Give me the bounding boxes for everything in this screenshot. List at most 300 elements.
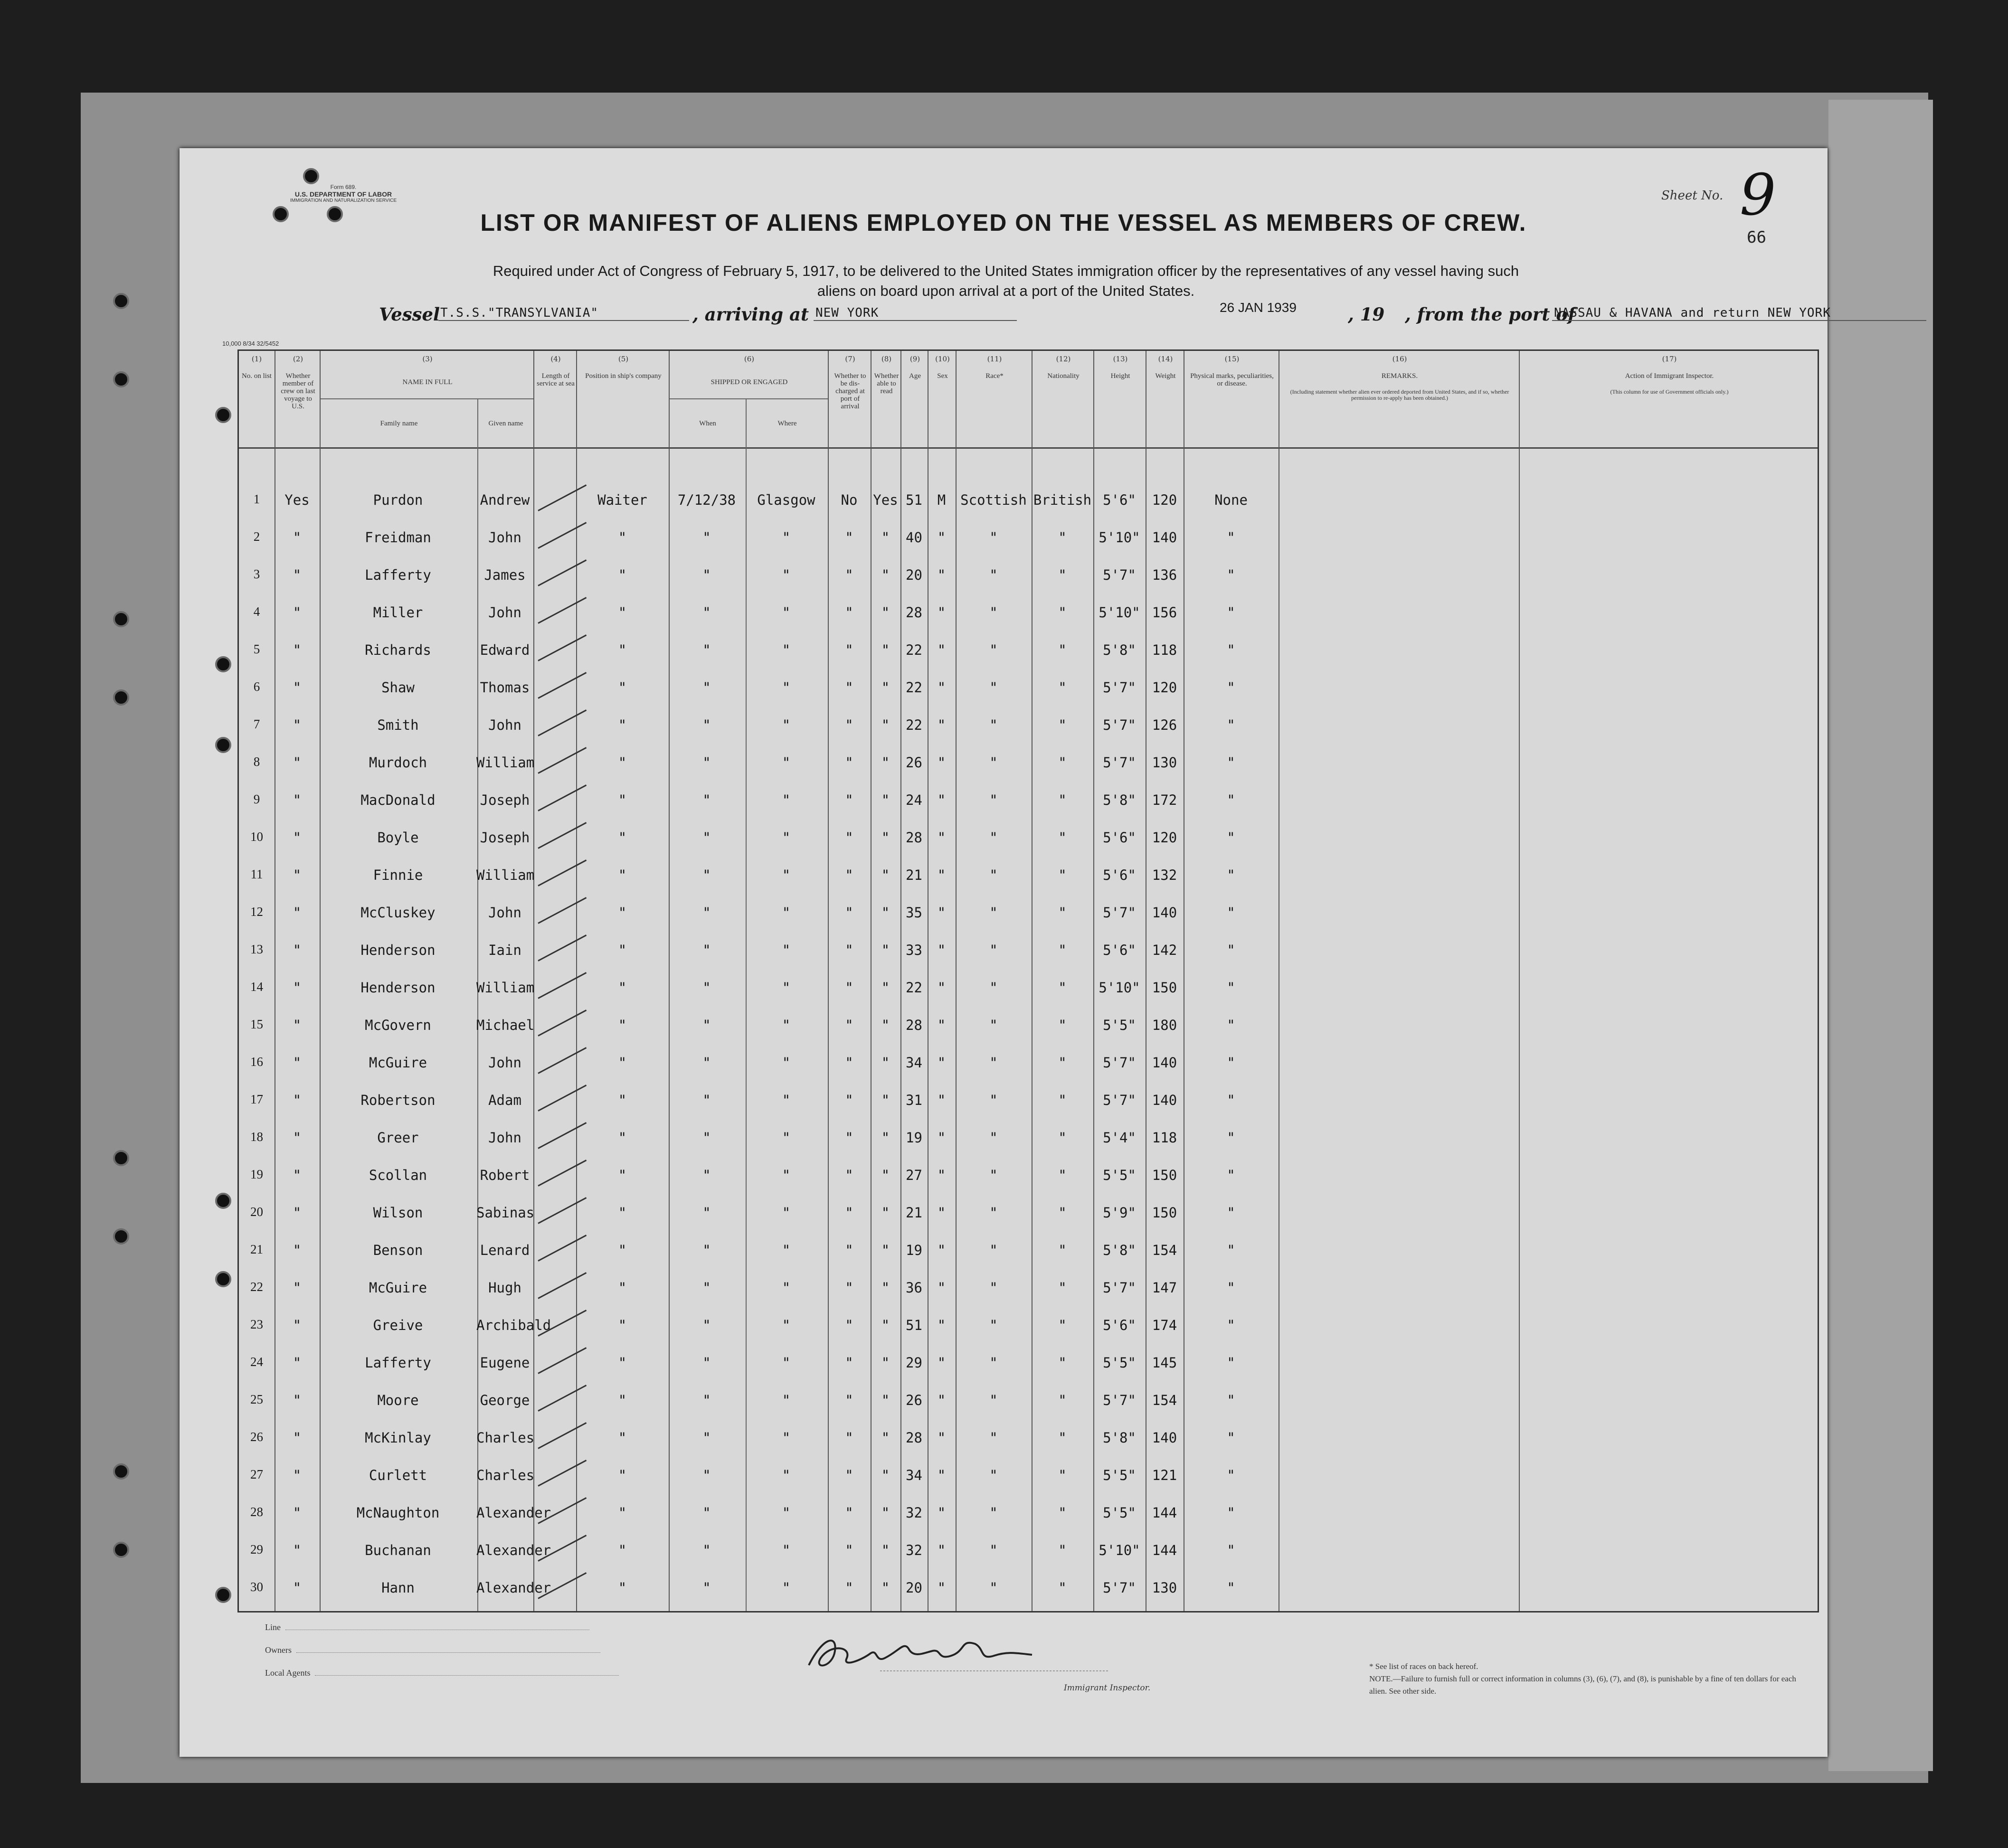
cell-marks: " bbox=[1227, 1430, 1235, 1446]
cell-given: Thomas bbox=[480, 679, 530, 696]
cell-no: 26 bbox=[250, 1430, 263, 1444]
cell-position: " bbox=[618, 980, 627, 996]
cell-no: 6 bbox=[253, 679, 260, 694]
cell-given: John bbox=[488, 1055, 521, 1071]
cell-read: " bbox=[881, 1355, 890, 1371]
column-header: Weight bbox=[1155, 372, 1176, 380]
cell-where: " bbox=[782, 1092, 791, 1108]
cell-nationality: " bbox=[1058, 754, 1067, 771]
cell-member: " bbox=[293, 1205, 302, 1221]
cell-no: 24 bbox=[250, 1355, 263, 1369]
line-field bbox=[265, 1622, 619, 1645]
cell-member: " bbox=[293, 830, 302, 846]
table-row bbox=[239, 604, 1818, 642]
cell-sex: " bbox=[937, 1580, 946, 1596]
cell-nationality: " bbox=[1058, 1130, 1067, 1146]
cell-when: " bbox=[702, 1542, 711, 1558]
column-number: (7) bbox=[845, 355, 855, 363]
cell-age: 33 bbox=[906, 942, 922, 958]
year-label: , 19 bbox=[1348, 304, 1385, 325]
column-header: Physical marks, peculiarities, or disease. bbox=[1190, 372, 1274, 387]
table-row bbox=[239, 642, 1818, 679]
cell-nationality: " bbox=[1058, 1580, 1067, 1596]
cell-sex: " bbox=[937, 1392, 946, 1408]
cell-given: Eugene bbox=[480, 1355, 530, 1371]
cell-where: " bbox=[782, 942, 791, 958]
manifest-title: LIST OR MANIFEST OF ALIENS EMPLOYED ON THE VESSEL AS MEMBERS OF CREW. bbox=[480, 209, 1527, 236]
department-name: U.S. DEPARTMENT OF LABOR bbox=[294, 190, 392, 198]
cell-age: 22 bbox=[906, 642, 922, 658]
cell-when: " bbox=[702, 1092, 711, 1108]
cell-age: 51 bbox=[906, 1317, 922, 1333]
cell-marks: None bbox=[1214, 492, 1248, 508]
cell-read: " bbox=[881, 867, 890, 883]
cell-read: " bbox=[881, 1505, 890, 1521]
cell-when: " bbox=[702, 1130, 711, 1146]
cell-age: 31 bbox=[906, 1092, 922, 1108]
cell-height: 5'5" bbox=[1103, 1355, 1136, 1371]
cell-height: 5'5" bbox=[1103, 1167, 1136, 1183]
cell-member: " bbox=[293, 867, 302, 883]
cell-family: Smith bbox=[377, 717, 419, 733]
subcolumn-header: Given name bbox=[488, 420, 523, 427]
cell-read: " bbox=[881, 604, 890, 621]
cell-family: Robertson bbox=[360, 1092, 436, 1108]
from-port: NASSAU & HAVANA and return NEW YORK bbox=[1552, 306, 1926, 321]
sheet-number-label: Sheet No. bbox=[1661, 189, 1724, 203]
cell-position: " bbox=[618, 792, 627, 808]
cell-when: " bbox=[702, 1280, 711, 1296]
cell-position: " bbox=[618, 1505, 627, 1521]
cell-marks: " bbox=[1227, 529, 1235, 546]
cell-family: McGuire bbox=[369, 1055, 427, 1071]
vessel-label: Vessel bbox=[379, 304, 440, 325]
cell-discharged: " bbox=[845, 1392, 853, 1408]
cell-member: " bbox=[293, 905, 302, 921]
cell-marks: " bbox=[1227, 1017, 1235, 1033]
cell-race: " bbox=[989, 567, 998, 583]
cell-no: 29 bbox=[250, 1542, 263, 1556]
cell-no: 7 bbox=[253, 717, 260, 731]
cell-given: Iain bbox=[488, 942, 521, 958]
cell-discharged: " bbox=[845, 754, 853, 771]
cell-position: " bbox=[618, 1392, 627, 1408]
cell-race: " bbox=[989, 792, 998, 808]
vessel-line bbox=[379, 300, 1831, 328]
table-row bbox=[239, 679, 1818, 717]
cell-read: " bbox=[881, 1092, 890, 1108]
cell-sex: " bbox=[937, 1467, 946, 1483]
manifest-sheet bbox=[180, 148, 1831, 1757]
column-header: Nationality bbox=[1047, 372, 1080, 380]
cell-weight: 140 bbox=[1152, 1055, 1177, 1071]
cell-weight: 156 bbox=[1152, 604, 1177, 621]
cell-discharged: " bbox=[845, 1242, 853, 1258]
cell-age: 34 bbox=[906, 1055, 922, 1071]
cell-marks: " bbox=[1227, 642, 1235, 658]
service-name: IMMIGRATION AND NATURALIZATION SERVICE bbox=[290, 198, 397, 203]
cell-nationality: " bbox=[1058, 905, 1067, 921]
print-code: 10,000 8/34 32/5452 bbox=[222, 340, 279, 347]
cell-weight: 118 bbox=[1152, 642, 1177, 658]
column-number: (14) bbox=[1158, 355, 1173, 363]
cell-weight: 142 bbox=[1152, 942, 1177, 958]
cell-marks: " bbox=[1227, 1242, 1235, 1258]
column-header: Age bbox=[909, 372, 921, 380]
cell-where: " bbox=[782, 604, 791, 621]
from-port-label: , from the port of bbox=[1405, 304, 1575, 325]
cell-nationality: " bbox=[1058, 1355, 1067, 1371]
cell-position: " bbox=[618, 1092, 627, 1108]
table-row bbox=[239, 1092, 1818, 1130]
cell-race: " bbox=[989, 1505, 998, 1521]
cell-member: " bbox=[293, 1017, 302, 1033]
cell-family: Wilson bbox=[373, 1205, 423, 1221]
cell-age: 24 bbox=[906, 792, 922, 808]
cell-discharged: " bbox=[845, 1280, 853, 1296]
cell-given: Sabinas bbox=[476, 1205, 535, 1221]
cell-family: McGuire bbox=[369, 1280, 427, 1296]
cell-member: " bbox=[293, 1430, 302, 1446]
cell-age: 21 bbox=[906, 1205, 922, 1221]
cell-given: Edward bbox=[480, 642, 530, 658]
cell-weight: 136 bbox=[1152, 567, 1177, 583]
cell-nationality: " bbox=[1058, 1317, 1067, 1333]
cell-where: " bbox=[782, 754, 791, 771]
cell-family: Purdon bbox=[373, 492, 423, 508]
cell-read: " bbox=[881, 942, 890, 958]
sheet-subnumber: 66 bbox=[1747, 228, 1766, 247]
date-stamp: 26 JAN 1939 bbox=[1220, 300, 1297, 315]
cell-position: " bbox=[618, 1205, 627, 1221]
table-row bbox=[239, 1167, 1818, 1205]
cell-nationality: " bbox=[1058, 679, 1067, 696]
cell-family: Murdoch bbox=[369, 754, 427, 771]
cell-position: " bbox=[618, 830, 627, 846]
cell-marks: " bbox=[1227, 1467, 1235, 1483]
cell-given: Alexander bbox=[476, 1580, 551, 1596]
cell-when: " bbox=[702, 1317, 711, 1333]
cell-nationality: " bbox=[1058, 942, 1067, 958]
cell-nationality: " bbox=[1058, 1542, 1067, 1558]
table-row bbox=[239, 754, 1818, 792]
cell-nationality: " bbox=[1058, 1205, 1067, 1221]
cell-family: Moore bbox=[377, 1392, 419, 1408]
cell-read: " bbox=[881, 1055, 890, 1071]
cell-sex: " bbox=[937, 1317, 946, 1333]
cell-nationality: " bbox=[1058, 717, 1067, 733]
cell-nationality: " bbox=[1058, 604, 1067, 621]
cell-where: " bbox=[782, 1355, 791, 1371]
cell-weight: 154 bbox=[1152, 1392, 1177, 1408]
cell-member: " bbox=[293, 1542, 302, 1558]
cell-marks: " bbox=[1227, 1092, 1235, 1108]
table-row bbox=[239, 905, 1818, 942]
cell-where: " bbox=[782, 1242, 791, 1258]
cell-marks: " bbox=[1227, 867, 1235, 883]
cell-when: " bbox=[702, 1167, 711, 1183]
cell-age: 36 bbox=[906, 1280, 922, 1296]
cell-no: 28 bbox=[250, 1505, 263, 1519]
column-number: (15) bbox=[1224, 355, 1240, 363]
backing-board-edge bbox=[1828, 100, 1933, 1771]
sheet-number: 9 bbox=[1740, 162, 1776, 228]
cell-discharged: " bbox=[845, 1130, 853, 1146]
cell-discharged: " bbox=[845, 529, 853, 546]
cell-race: " bbox=[989, 1280, 998, 1296]
cell-discharged: " bbox=[845, 567, 853, 583]
cell-where: " bbox=[782, 1580, 791, 1596]
column-header: Sex bbox=[937, 372, 948, 380]
cell-when: " bbox=[702, 717, 711, 733]
cell-race: " bbox=[989, 1092, 998, 1108]
cell-nationality: " bbox=[1058, 1505, 1067, 1521]
cell-given: John bbox=[488, 905, 521, 921]
cell-read: " bbox=[881, 792, 890, 808]
cell-no: 25 bbox=[250, 1392, 263, 1406]
cell-nationality: " bbox=[1058, 567, 1067, 583]
cell-given: Michael bbox=[476, 1017, 535, 1033]
binder-hole bbox=[215, 737, 231, 753]
cell-read: " bbox=[881, 642, 890, 658]
cell-age: 26 bbox=[906, 754, 922, 771]
cell-sex: " bbox=[937, 1280, 946, 1296]
column-number: (16) bbox=[1392, 355, 1407, 363]
column-number: (3) bbox=[422, 355, 433, 363]
cell-marks: " bbox=[1227, 717, 1235, 733]
cell-when: 7/12/38 bbox=[677, 492, 736, 508]
cell-where: " bbox=[782, 679, 791, 696]
cell-weight: 140 bbox=[1152, 905, 1177, 921]
cell-read: " bbox=[881, 1280, 890, 1296]
cell-weight: 180 bbox=[1152, 1017, 1177, 1033]
cell-where: " bbox=[782, 1392, 791, 1408]
cell-discharged: " bbox=[845, 1017, 853, 1033]
cell-when: " bbox=[702, 1355, 711, 1371]
cell-marks: " bbox=[1227, 1130, 1235, 1146]
table-row bbox=[239, 942, 1818, 980]
cell-where: " bbox=[782, 1467, 791, 1483]
cell-where: " bbox=[782, 1167, 791, 1183]
cell-read: " bbox=[881, 980, 890, 996]
cell-family: McCluskey bbox=[360, 905, 436, 921]
subheader-rule bbox=[321, 398, 534, 399]
cell-read: " bbox=[881, 1317, 890, 1333]
cell-when: " bbox=[702, 942, 711, 958]
cell-when: " bbox=[702, 604, 711, 621]
column-number: (1) bbox=[251, 355, 262, 363]
cell-member: " bbox=[293, 1505, 302, 1521]
cell-given: Alexander bbox=[476, 1505, 551, 1521]
cell-age: 26 bbox=[906, 1392, 922, 1408]
column-header: Action of Immigrant Inspector. bbox=[1625, 372, 1714, 380]
cell-when: " bbox=[702, 1580, 711, 1596]
binder-hole bbox=[215, 1587, 231, 1603]
cell-position: Waiter bbox=[597, 492, 647, 508]
cell-read: " bbox=[881, 1430, 890, 1446]
cell-discharged: " bbox=[845, 1580, 853, 1596]
cell-no: 27 bbox=[250, 1467, 263, 1481]
table-row bbox=[239, 1205, 1818, 1242]
column-header: REMARKS. bbox=[1381, 372, 1418, 380]
cell-member: " bbox=[293, 1055, 302, 1071]
cell-position: " bbox=[618, 529, 627, 546]
cell-discharged: " bbox=[845, 1505, 853, 1521]
cell-no: 3 bbox=[253, 567, 260, 581]
cell-position: " bbox=[618, 717, 627, 733]
cell-age: 51 bbox=[906, 492, 922, 508]
cell-nationality: " bbox=[1058, 642, 1067, 658]
cell-height: 5'7" bbox=[1103, 679, 1136, 696]
subcolumn-header: Where bbox=[777, 420, 797, 427]
cell-height: 5'7" bbox=[1103, 567, 1136, 583]
cell-given: Joseph bbox=[480, 830, 530, 846]
cell-race: " bbox=[989, 642, 998, 658]
cell-height: 5'10" bbox=[1099, 1542, 1140, 1558]
cell-height: 5'5" bbox=[1103, 1017, 1136, 1033]
cell-marks: " bbox=[1227, 1580, 1235, 1596]
cell-where: " bbox=[782, 830, 791, 846]
cell-position: " bbox=[618, 679, 627, 696]
cell-sex: " bbox=[937, 1017, 946, 1033]
cell-no: 8 bbox=[253, 754, 260, 769]
cell-where: " bbox=[782, 717, 791, 733]
cell-no: 5 bbox=[253, 642, 260, 656]
cell-sex: " bbox=[937, 830, 946, 846]
table-row bbox=[239, 1542, 1818, 1580]
table-row bbox=[239, 1130, 1818, 1167]
cell-height: 5'8" bbox=[1103, 792, 1136, 808]
cell-weight: 121 bbox=[1152, 1467, 1177, 1483]
cell-position: " bbox=[618, 1355, 627, 1371]
cell-marks: " bbox=[1227, 980, 1235, 996]
cell-member: " bbox=[293, 1580, 302, 1596]
cell-family: McNaughton bbox=[356, 1505, 440, 1521]
cell-read: " bbox=[881, 1130, 890, 1146]
cell-sex: " bbox=[937, 905, 946, 921]
column-number: (2) bbox=[293, 355, 303, 363]
cell-position: " bbox=[618, 754, 627, 771]
cell-no: 13 bbox=[250, 942, 263, 956]
cell-height: 5'7" bbox=[1103, 1092, 1136, 1108]
cell-read: " bbox=[881, 1167, 890, 1183]
table-row bbox=[239, 1580, 1818, 1617]
owners-label: Owners bbox=[265, 1645, 292, 1655]
cell-position: " bbox=[618, 1467, 627, 1483]
cell-when: " bbox=[702, 642, 711, 658]
cell-height: 5'7" bbox=[1103, 1580, 1136, 1596]
cell-marks: " bbox=[1227, 1280, 1235, 1296]
table-row bbox=[239, 1017, 1818, 1055]
binder-hole bbox=[215, 656, 231, 672]
cell-race: " bbox=[989, 1317, 998, 1333]
cell-height: 5'7" bbox=[1103, 754, 1136, 771]
subtitle-line-1: Required under Act of Congress of February 5, 1917, to be delivered to the United States immigration officer by the representatives of any vessel having such bbox=[493, 263, 1519, 279]
cell-when: " bbox=[702, 1205, 711, 1221]
cell-discharged: " bbox=[845, 1167, 853, 1183]
cell-sex: " bbox=[937, 1130, 946, 1146]
cell-marks: " bbox=[1227, 679, 1235, 696]
column-note: (Including statement whether alien ever ordered deported from United States, and if so, whether permission to re-apply has been obtained.) bbox=[1290, 388, 1509, 401]
cell-nationality: British bbox=[1033, 492, 1092, 508]
manifest-subtitle bbox=[360, 261, 1652, 301]
binder-hole bbox=[113, 1228, 129, 1245]
column-number: (6) bbox=[744, 355, 755, 363]
cell-race: " bbox=[989, 830, 998, 846]
cell-race: " bbox=[989, 867, 998, 883]
cell-family: Lafferty bbox=[365, 567, 431, 583]
cell-discharged: " bbox=[845, 1205, 853, 1221]
cell-weight: 120 bbox=[1152, 830, 1177, 846]
cell-discharged: " bbox=[845, 679, 853, 696]
cell-no: 4 bbox=[253, 604, 260, 619]
cell-race: " bbox=[989, 754, 998, 771]
cell-nationality: " bbox=[1058, 980, 1067, 996]
cell-when: " bbox=[702, 1017, 711, 1033]
cell-family: Hann bbox=[381, 1580, 415, 1596]
cell-age: 19 bbox=[906, 1130, 922, 1146]
table-row bbox=[239, 1505, 1818, 1542]
binder-hole bbox=[113, 293, 129, 309]
cell-member: " bbox=[293, 792, 302, 808]
cell-given: Charles bbox=[476, 1430, 535, 1446]
cell-weight: 150 bbox=[1152, 1167, 1177, 1183]
cell-given: James bbox=[484, 567, 526, 583]
cell-member: " bbox=[293, 567, 302, 583]
cell-member: " bbox=[293, 1355, 302, 1371]
cell-sex: " bbox=[937, 717, 946, 733]
cell-position: " bbox=[618, 567, 627, 583]
table-row bbox=[239, 567, 1818, 604]
cell-race: " bbox=[989, 1242, 998, 1258]
cell-sex: " bbox=[937, 867, 946, 883]
cell-age: 28 bbox=[906, 830, 922, 846]
cell-no: 30 bbox=[250, 1580, 263, 1594]
cell-race: " bbox=[989, 604, 998, 621]
cell-where: " bbox=[782, 642, 791, 658]
cell-read: " bbox=[881, 830, 890, 846]
form-number: Form 689. bbox=[330, 184, 357, 190]
cell-height: 5'8" bbox=[1103, 1242, 1136, 1258]
cell-read: " bbox=[881, 1205, 890, 1221]
cell-nationality: " bbox=[1058, 830, 1067, 846]
table-row bbox=[239, 492, 1818, 529]
cell-age: 40 bbox=[906, 529, 922, 546]
cell-age: 32 bbox=[906, 1505, 922, 1521]
cell-position: " bbox=[618, 905, 627, 921]
cell-given: John bbox=[488, 717, 521, 733]
cell-sex: " bbox=[937, 1505, 946, 1521]
cell-age: 34 bbox=[906, 1467, 922, 1483]
cell-position: " bbox=[618, 1130, 627, 1146]
cell-discharged: " bbox=[845, 642, 853, 658]
line-label: Line bbox=[265, 1622, 281, 1632]
column-header: Position in ship's company bbox=[585, 372, 662, 380]
cell-when: " bbox=[702, 1467, 711, 1483]
cell-sex: M bbox=[937, 492, 946, 508]
cell-family: Curlett bbox=[369, 1467, 427, 1483]
cell-family: Finnie bbox=[373, 867, 423, 883]
cell-nationality: " bbox=[1058, 1467, 1067, 1483]
cell-when: " bbox=[702, 867, 711, 883]
cell-family: Shaw bbox=[381, 679, 415, 696]
cell-member: " bbox=[293, 1392, 302, 1408]
cell-race: " bbox=[989, 1580, 998, 1596]
cell-age: 35 bbox=[906, 905, 922, 921]
agency-block bbox=[267, 184, 419, 203]
cell-read: " bbox=[881, 754, 890, 771]
cell-when: " bbox=[702, 1055, 711, 1071]
